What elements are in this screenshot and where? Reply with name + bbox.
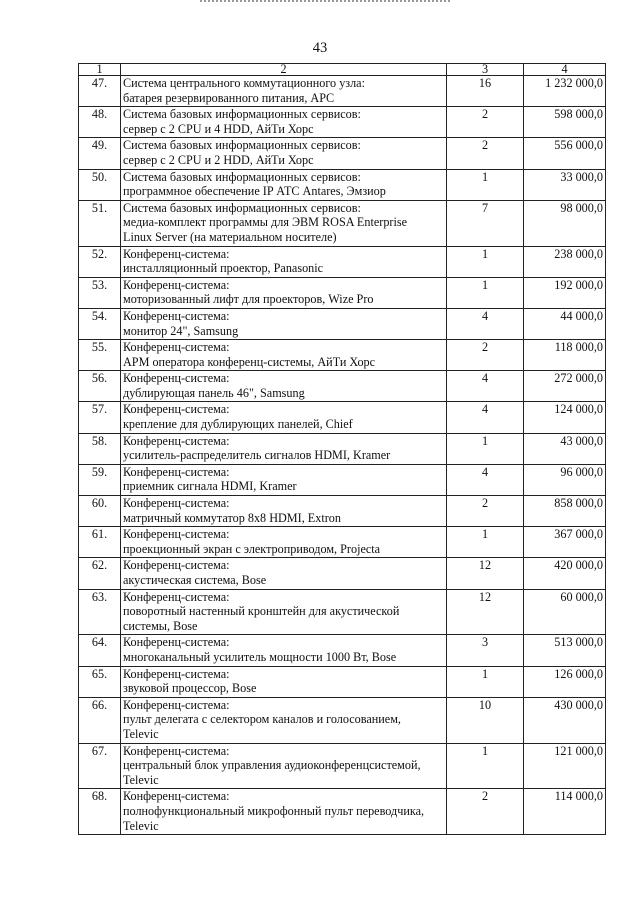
row-amount: 238 000,0 [524,246,606,277]
description-line: крепление для дублирующих панелей, Chief [123,417,353,432]
row-quantity: 1 [447,527,524,558]
row-description [121,496,447,527]
table-row [79,371,606,402]
table-row [79,340,606,371]
description-line: программное обеспечение IP АТС Antares, Эмзиор [123,184,386,199]
row-quantity: 1 [447,666,524,697]
row-description [121,308,447,339]
table-row [79,558,606,589]
description-line: медиа-комплект программы для ЭВМ ROSA Enterprise [123,215,408,230]
description-line: Конференц-система: [123,246,230,261]
description-line: моторизованный лифт для проекторов, Wize Pro [123,292,374,307]
row-quantity: 7 [447,200,524,246]
description-line: Televic [123,818,159,833]
row-amount: 33 000,0 [524,169,606,200]
row-number: 55. [79,340,121,371]
column-header-amount: 4 [524,64,606,76]
description-line: АРМ оператора конференц-системы, АйТи Хорс [123,354,376,369]
row-amount: 858 000,0 [524,496,606,527]
row-amount: 430 000,0 [524,697,606,743]
row-quantity: 2 [447,496,524,527]
row-number: 49. [79,138,121,169]
column-header-number: 1 [79,64,121,76]
table-row [79,496,606,527]
row-quantity: 4 [447,371,524,402]
row-amount: 118 000,0 [524,340,606,371]
row-amount: 98 000,0 [524,200,606,246]
row-amount: 420 000,0 [524,558,606,589]
row-quantity: 2 [447,340,524,371]
row-number: 52. [79,246,121,277]
row-description [121,169,447,200]
description-line: Конференц-система: [123,666,230,681]
table-row [79,527,606,558]
row-description [121,277,447,308]
row-quantity: 2 [447,138,524,169]
row-number: 59. [79,464,121,495]
table-row [79,277,606,308]
description-line: Система центрального коммутационного узла: [123,76,365,90]
row-amount: 556 000,0 [524,138,606,169]
description-line: Система базовых информационных сервисов: [123,107,361,122]
table-row [79,169,606,200]
description-line: звуковой процессор, Bose [123,681,257,696]
page-number: 43 [312,40,328,56]
description-line: пульт делегата с селектором каналов и голосованием, [123,712,401,727]
description-line: Система базовых информационных сервисов: [123,200,361,215]
table-row [79,246,606,277]
description-line: сервер с 2 CPU и 4 HDD, АйТи Хорс [123,121,314,136]
row-quantity: 2 [447,789,524,835]
row-quantity: 1 [447,246,524,277]
row-quantity: 4 [447,464,524,495]
row-description [121,697,447,743]
row-number: 66. [79,697,121,743]
row-number: 63. [79,589,121,635]
table-row [79,433,606,464]
description-line: Конференц-система: [123,635,230,650]
description-line: Televic [123,726,159,741]
row-quantity: 2 [447,107,524,138]
row-description [121,340,447,371]
description-line: Конференц-система: [123,340,230,355]
row-quantity: 1 [447,169,524,200]
table-row [79,464,606,495]
equipment-table [78,63,606,835]
description-line: монитор 24", Samsung [123,323,239,338]
description-line: батарея резервированного питания, APC [123,90,335,105]
row-description [121,371,447,402]
description-line: Конференц-система: [123,308,230,323]
row-quantity: 3 [447,635,524,666]
description-line: акустическая система, Bose [123,573,267,587]
row-number: 47. [79,76,121,107]
row-description [121,76,447,107]
row-quantity: 4 [447,308,524,339]
row-number: 53. [79,277,121,308]
row-number: 64. [79,635,121,666]
description-line: Конференц-система: [123,697,230,712]
table-row [79,402,606,433]
row-number: 57. [79,402,121,433]
row-amount: 192 000,0 [524,277,606,308]
scan-edge-artifact [200,0,450,7]
row-number: 54. [79,308,121,339]
table-row [79,76,606,107]
description-line: Конференц-система: [123,789,230,804]
description-line: сервер с 2 CPU и 2 HDD, АйТи Хорс [123,152,314,167]
row-quantity: 10 [447,697,524,743]
row-amount: 126 000,0 [524,666,606,697]
table-header-row [79,64,606,76]
row-amount: 44 000,0 [524,308,606,339]
row-amount: 598 000,0 [524,107,606,138]
description-line: Конференц-система: [123,464,230,479]
row-description [121,138,447,169]
table-row [79,697,606,743]
description-line: усилитель-распределитель сигналов HDMI, Kramer [123,448,391,463]
row-amount: 121 000,0 [524,743,606,789]
description-line: матричный коммутатор 8x8 HDMI, Extron [123,510,341,525]
row-amount: 114 000,0 [524,789,606,835]
description-line: Конференц-система: [123,402,230,417]
description-line: Конференц-система: [123,433,230,448]
row-amount: 367 000,0 [524,527,606,558]
table-row [79,635,606,666]
description-line: Linux Server (на материальном носителе) [123,229,337,244]
description-line: дублирующая панель 46", Samsung [123,385,305,400]
row-number: 48. [79,107,121,138]
description-line: Конференц-система: [123,558,230,573]
row-description [121,635,447,666]
table-row [79,789,606,835]
row-number: 61. [79,527,121,558]
row-amount: 513 000,0 [524,635,606,666]
row-description [121,200,447,246]
row-description [121,666,447,697]
row-quantity: 16 [447,76,524,107]
row-amount: 124 000,0 [524,402,606,433]
table-body [79,76,606,835]
row-description [121,589,447,635]
row-number: 50. [79,169,121,200]
row-quantity: 12 [447,589,524,635]
row-amount: 43 000,0 [524,433,606,464]
column-header-description: 2 [121,64,447,76]
row-description [121,789,447,835]
row-quantity: 1 [447,277,524,308]
description-line: Конференц-система: [123,589,230,604]
table-row [79,743,606,789]
description-line: Конференц-система: [123,527,230,542]
description-line: поворотный настенный кронштейн для акустической [123,604,400,619]
table-row [79,107,606,138]
row-quantity: 4 [447,402,524,433]
description-line: приемник сигнала HDMI, Kramer [123,479,297,494]
row-quantity: 12 [447,558,524,589]
row-number: 65. [79,666,121,697]
row-description [121,402,447,433]
row-number: 56. [79,371,121,402]
description-line: многоканальный усилитель мощности 1000 Вт, Bose [123,649,397,664]
column-header-quantity: 3 [447,64,524,76]
row-number: 60. [79,496,121,527]
row-number: 62. [79,558,121,589]
row-amount: 272 000,0 [524,371,606,402]
row-description [121,246,447,277]
row-description [121,107,447,138]
description-line: Конференц-система: [123,496,230,511]
table-row [79,138,606,169]
description-line: полнофункциональный микрофонный пульт переводчика, [123,803,425,818]
table-row [79,308,606,339]
description-line: Система базовых информационных сервисов: [123,138,361,153]
description-line: центральный блок управления аудиоконференцсистемой, [123,758,421,773]
row-description [121,558,447,589]
row-number: 67. [79,743,121,789]
row-number: 58. [79,433,121,464]
row-number: 68. [79,789,121,835]
row-amount: 96 000,0 [524,464,606,495]
row-amount: 1 232 000,0 [524,76,606,107]
row-number: 51. [79,200,121,246]
row-amount: 60 000,0 [524,589,606,635]
description-line: Конференц-система: [123,743,230,758]
description-line: Televic [123,772,159,787]
table-row [79,200,606,246]
description-line: Конференц-система: [123,277,230,292]
row-description [121,527,447,558]
table-row [79,666,606,697]
row-description [121,464,447,495]
description-line: инсталляционный проектор, Panasonic [123,261,324,276]
description-line: проекционный экран с электроприводом, Projecta [123,541,381,556]
table-row [79,589,606,635]
row-quantity: 1 [447,433,524,464]
description-line: системы, Bose [123,618,198,633]
description-line: Система базовых информационных сервисов: [123,169,361,184]
row-description [121,743,447,789]
row-description [121,433,447,464]
description-line: Конференц-система: [123,371,230,386]
row-quantity: 1 [447,743,524,789]
